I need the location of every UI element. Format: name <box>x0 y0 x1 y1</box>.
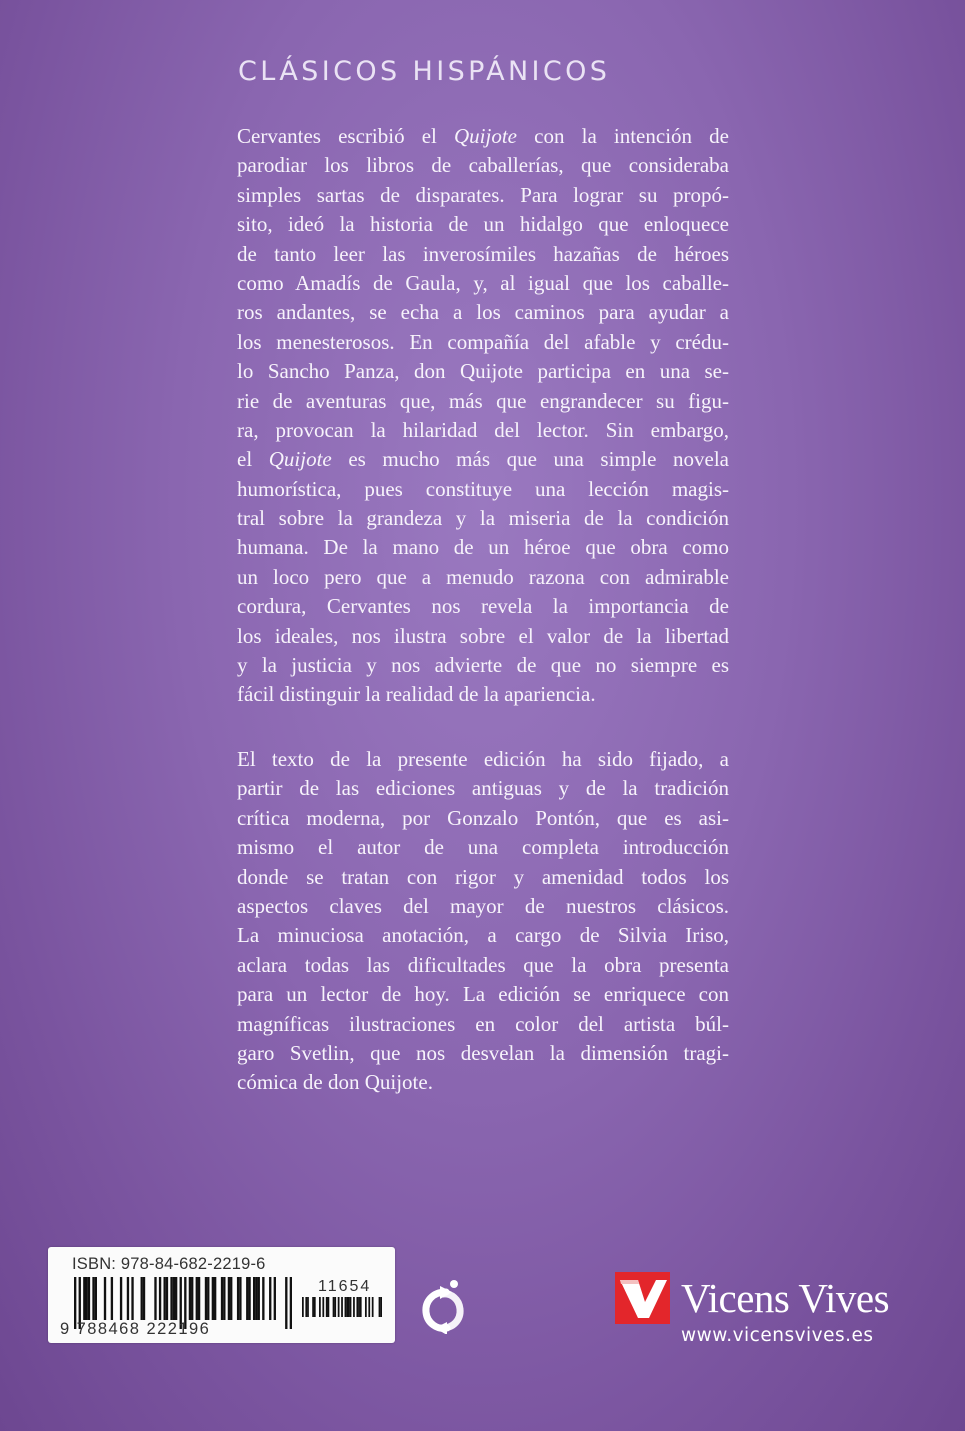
addon-barcode-bar <box>368 1297 370 1317</box>
addon-barcode-bar <box>341 1297 343 1317</box>
addon-barcode-bar <box>350 1297 352 1317</box>
barcode-bar <box>248 1277 250 1320</box>
barcode-bar <box>253 1277 255 1320</box>
addon-barcode-bar <box>322 1297 324 1317</box>
barcode-bar <box>196 1277 198 1320</box>
addon-barcode-bar <box>326 1297 328 1317</box>
addon-barcode-bar <box>379 1297 381 1317</box>
barcode-bar <box>189 1277 191 1320</box>
edition-line: para un lector de hoy. La edición se enriquece con <box>237 982 729 1007</box>
edition-line: magníficas ilustraciones en color del artista búl- <box>237 1011 729 1036</box>
synopsis-line: el Quijote es mucho más que una simple novela <box>237 447 729 472</box>
edition-line: garo Svetlin, que nos desvelan la dimensión tragi- <box>237 1040 729 1065</box>
addon-barcode-bar <box>328 1297 330 1317</box>
addon-barcode-bar <box>353 1297 355 1317</box>
synopsis-line: los ideales, nos ilustra sobre el valor de la libertad <box>237 623 729 648</box>
barcode-bar <box>120 1277 122 1320</box>
barcode-bar <box>83 1277 85 1320</box>
synopsis-line: ra, provocan la hilaridad del lector. Sin embargo, <box>237 417 729 442</box>
addon-barcode-bar <box>380 1297 382 1317</box>
synopsis-line: fácil distinguir la realidad de la apariencia. <box>237 682 596 707</box>
addon-barcode-bar <box>307 1297 309 1317</box>
synopsis-line: de tanto leer las inverosímiles hazañas de héroes <box>237 241 729 266</box>
synopsis-line: un loco pero que a menudo razona con admirable <box>237 564 729 589</box>
edition-line: cómica de don Quijote. <box>237 1070 433 1095</box>
publisher-url: www.vicensvives.es <box>681 1325 874 1346</box>
addon-barcode-bar <box>345 1297 347 1317</box>
barcode-bar <box>207 1277 209 1320</box>
ean-digits: 9 788468 222196 <box>60 1320 211 1338</box>
barcode-bar <box>92 1277 94 1320</box>
addon-barcode-bar <box>358 1297 360 1317</box>
barcode-bar <box>230 1277 232 1320</box>
edition-line: aspectos claves del mayor de nuestros clásicos. <box>237 893 729 918</box>
addon-barcode-bar <box>360 1297 362 1317</box>
barcode-bar <box>95 1277 97 1320</box>
edition-paragraph <box>237 745 729 1098</box>
addon-barcode-bar <box>314 1297 316 1317</box>
synopsis-line: humorística, pues constituye una lección magis- <box>237 476 729 501</box>
barcode-bar <box>255 1277 257 1320</box>
barcode-bar <box>205 1277 207 1320</box>
barcode-bar <box>163 1277 165 1320</box>
barcode-bar <box>141 1277 143 1320</box>
synopsis-line: tral sobre la grandeza y la miseria de la condición <box>237 506 729 531</box>
edition-line: aclara todas las dificultades que la obra presenta <box>237 952 729 977</box>
addon-barcode <box>302 1297 382 1317</box>
edition-line: donde se tratan con rigor y amenidad todos los <box>237 864 729 889</box>
addon-barcode-bar <box>312 1297 314 1317</box>
addon-barcode-bar <box>319 1297 321 1317</box>
publisher-block <box>615 1272 935 1352</box>
barcode-bar <box>131 1277 133 1320</box>
addon-barcode-bar <box>346 1297 348 1317</box>
synopsis-line: rie de aventuras que, más que engrandecer su figu- <box>237 388 729 413</box>
barcode-bar <box>127 1277 129 1320</box>
addon-barcode-bar <box>365 1297 367 1317</box>
isbn-barcode-label <box>48 1247 395 1343</box>
synopsis-line: y la justicia y nos advierte de que no siempre es <box>237 653 729 678</box>
price-code: 11654 <box>318 1278 372 1295</box>
barcode-bar <box>221 1277 223 1320</box>
synopsis-line: Cervantes escribió el Quijote con la intención de <box>237 124 729 148</box>
addon-barcode-bar <box>333 1297 335 1317</box>
barcode-bar <box>258 1277 260 1320</box>
synopsis-line: humana. De la mano de un héroe que obra como <box>237 535 729 560</box>
vicens-vives-logo-icon <box>615 1272 670 1324</box>
barcode-bar <box>274 1277 276 1320</box>
barcode-bar <box>285 1277 287 1329</box>
addon-barcode-bar <box>338 1297 340 1317</box>
synopsis-line: simples sartas de disparates. Para lograr su propó- <box>237 182 729 207</box>
barcode-bar <box>269 1277 271 1320</box>
barcode-bar <box>143 1277 145 1320</box>
barcode-bar <box>175 1277 177 1320</box>
barcode-bar <box>111 1277 113 1320</box>
edition-line: mismo el autor de una completa introducción <box>237 835 729 860</box>
barcode-bar <box>237 1277 239 1320</box>
barcode-bar <box>88 1277 90 1320</box>
edition-line: crítica moderna, por Gonzalo Pontón, que es asi- <box>237 805 729 830</box>
addon-barcode-bar <box>348 1297 350 1317</box>
series-title: CLÁSICOS HISPÁNICOS <box>238 56 611 87</box>
edition-line: partir de las ediciones antiguas y de la tradición <box>237 776 729 801</box>
synopsis-line: cordura, Cervantes nos revela la importancia de <box>237 594 729 619</box>
addon-barcode-bar <box>305 1297 307 1317</box>
barcode-bar <box>223 1277 225 1320</box>
barcode-bar <box>85 1277 87 1320</box>
synopsis-line: parodiar los libros de caballerías, que consideraba <box>237 153 729 178</box>
barcode-bar <box>290 1277 292 1329</box>
book-title-italic: Quijote <box>268 447 332 472</box>
barcode-bar <box>246 1277 248 1320</box>
barcode-bar <box>198 1277 200 1320</box>
barcode-bar <box>191 1277 193 1320</box>
barcode-bar <box>228 1277 230 1320</box>
edition-line: El texto de la presente edición ha sido fijado, a <box>237 747 729 771</box>
barcode-bar <box>212 1277 214 1320</box>
isbn-text: ISBN: 978-84-682-2219-6 <box>72 1255 266 1273</box>
barcode-bar <box>170 1277 172 1320</box>
edition-line: La minuciosa anotación, a cargo de Silvia Iriso, <box>237 923 729 948</box>
synopsis-line: los menesterosos. En compañía del afable y crédu- <box>237 329 729 354</box>
addon-barcode-bar <box>334 1297 336 1317</box>
book-title-italic: Quijote <box>454 124 518 148</box>
addon-barcode-bar <box>302 1297 304 1317</box>
barcode-bar <box>104 1277 106 1320</box>
publisher-name: Vicens Vives <box>681 1275 890 1321</box>
synopsis-line: ros andantes, se echa a los caminos para ayudar a <box>237 300 729 325</box>
synopsis-paragraph <box>237 122 729 710</box>
synopsis-line: lo Sancho Panza, don Quijote participa en una se- <box>237 359 729 384</box>
barcode-bar <box>166 1277 168 1320</box>
barcode-bar <box>154 1277 156 1320</box>
barcode-bar <box>239 1277 241 1320</box>
synopsis-line: sito, ideó la historia de un hidalgo que enloquece <box>237 212 729 237</box>
barcode-bar <box>214 1277 216 1320</box>
barcode-bar <box>262 1277 264 1320</box>
addon-barcode-bar <box>356 1297 358 1317</box>
recycle-mark-icon <box>418 1278 468 1334</box>
synopsis-line: como Amadís de Gaula, y, al igual que los caballe- <box>237 270 729 295</box>
barcode-bar <box>173 1277 175 1320</box>
barcode-bar <box>159 1277 161 1320</box>
addon-barcode-bar <box>372 1297 374 1317</box>
